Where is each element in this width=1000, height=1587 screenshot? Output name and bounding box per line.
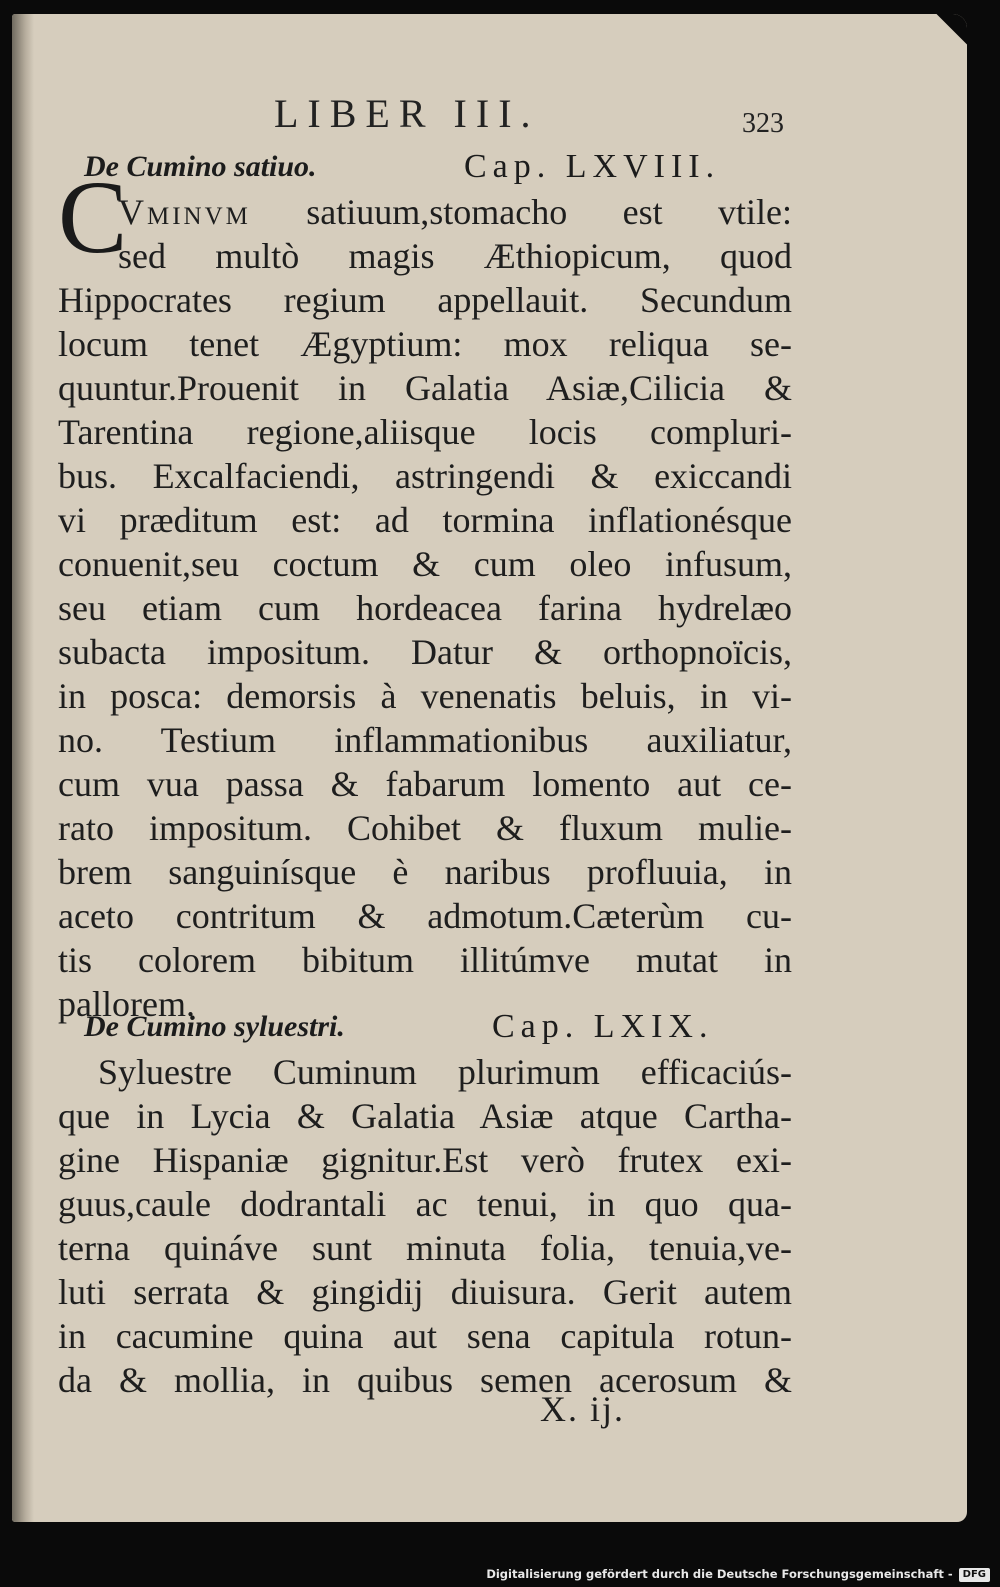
text-line: gine Hispaniæ gignitur.Est verò frutex exi- xyxy=(58,1140,792,1180)
text-line: Tarentina regione,aliisque locis compluri- xyxy=(58,412,792,452)
lead-word: Vminvm xyxy=(118,192,251,232)
text-line: quuntur.Prouenit in Galatia Asiæ,Cilicia & xyxy=(58,368,792,408)
text-line: no. Testium inflammationibus auxiliatur, xyxy=(58,720,792,760)
text-line: seu etiam cum hordeacea farina hydrelæo xyxy=(58,588,792,628)
text-line: bus. Excalfaciendi, astringendi & exiccandi xyxy=(58,456,792,496)
text-line: Vminvm satiuum,stomacho est vtile: xyxy=(118,192,792,232)
chapter-2-title: De Cumino syluestri. xyxy=(84,1010,345,1043)
text-line: Hippocrates regium appellauit. Secundum xyxy=(58,280,792,320)
text-line: guus,caule dodrantali ac tenui, in quo qua- xyxy=(58,1184,792,1224)
text-line: terna quináve sunt minuta folia, tenuia,ve- xyxy=(58,1228,792,1268)
chapter-1-number: Cap. LXVIII. xyxy=(464,148,721,185)
drop-capital: C xyxy=(58,160,128,275)
text-line: subacta impositum. Datur & orthopnoïcis, xyxy=(58,632,792,672)
text-line: da & mollia, in quibus semen acerosum & xyxy=(58,1360,792,1400)
chapter-2-text xyxy=(58,1050,792,1402)
running-head xyxy=(12,90,967,140)
text-line: locum tenet Ægyptium: mox reliqua se- xyxy=(58,324,792,364)
dfg-logo: DFG xyxy=(959,1568,990,1582)
chapter-2-number: Cap. LXIX. xyxy=(492,1008,714,1045)
text-line: cum vua passa & fabarum lomento aut ce- xyxy=(58,764,792,804)
text-line: in posca: demorsis à venenatis beluis, in vi- xyxy=(58,676,792,716)
credit-text: Digitalisierung gefördert durch die Deutsche Forschungsgemeinschaft - xyxy=(486,1567,953,1581)
text-line: sed multò magis Æthiopicum, quod xyxy=(118,236,792,276)
text-line: luti serrata & gingidij diuisura. Gerit autem xyxy=(58,1272,792,1312)
text-line: aceto contritum & admotum.Cæterùm cu- xyxy=(58,896,792,936)
text-line: brem sanguinísque è naribus profluuia, in xyxy=(58,852,792,892)
chapter-1-title: De Cumino satiuo. xyxy=(84,150,317,183)
text-line: rato impositum. Cohibet & fluxum mulie- xyxy=(58,808,792,848)
text-line: que in Lycia & Galatia Asiæ atque Cartha- xyxy=(58,1096,792,1136)
text-line: Syluestre Cuminum plurimum efficaciús- xyxy=(98,1052,792,1092)
text-line: in cacumine quina aut sena capitula rotun- xyxy=(58,1316,792,1356)
page-number: 323 xyxy=(742,108,784,139)
text-line: tis colorem bibitum illitúmve mutat in xyxy=(58,940,792,980)
digitization-credit xyxy=(486,1564,990,1584)
running-title: LIBER III. xyxy=(274,91,540,136)
catchword: X. ij. xyxy=(540,1389,626,1429)
chapter-1-text xyxy=(58,190,792,1026)
text-line: vi præditum est: ad tormina inflationésque xyxy=(58,500,792,540)
text-line: conuenit,seu coctum & cum oleo infusum, xyxy=(58,544,792,584)
text-line: pallorem. xyxy=(58,984,195,1024)
